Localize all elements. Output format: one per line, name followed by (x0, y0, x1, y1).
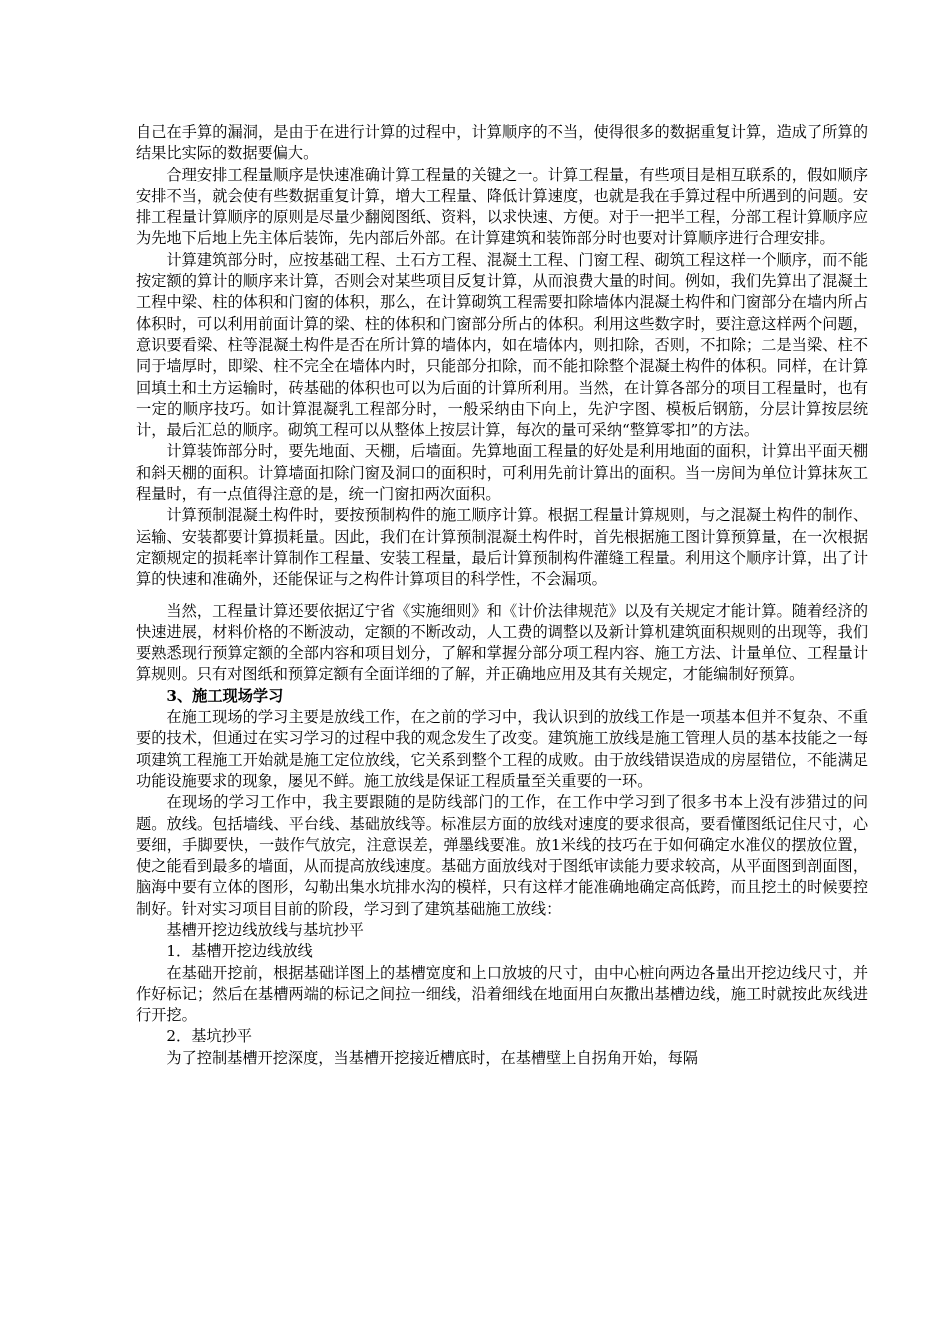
item-1-text: 在基础开挖前，根据基础详图上的基槽宽度和上口放坡的尺寸，由中心桩向两边各量出开挖边线尺寸，并作好标记；然后在基槽两端的标记之间拉一细线，沿着细线在地面用白灰撒出基槽边线，施工时就按此灰线进行开挖。 (136, 963, 868, 1025)
paragraph-order-principle: 合理安排工程量顺序是快速准确计算工程量的关键之一。计算工程量，有些项目是相互联系的，假如顺序安排不当，就会使有些数据重复计算，增大工程量、降低计算速度，也就是我在手算过程中所遇到的问题。安排工程量计算顺序的原则是尽量少翻阅图纸、资料，以求快速、方便。对于一把半工程，分部工程计算顺序应为先地下后地上先主体后装饰，先内部后外部。在计算建筑和装饰部分时也要对计算顺序进行合理安排。 (136, 165, 868, 248)
paragraph-intro: 自己在手算的漏洞，是由于在进行计算的过程中，计算顺序的不当，使得很多的数据重复计算，造成了所算的结果比实际的数据要偏大。 (136, 123, 868, 163)
paragraph-decoration-part: 计算装饰部分时，要先地面、天棚，后墙面。先算地面工程量的好处是利用地面的面积，计算出平面天棚和斜天棚的面积。计算墙面扣除门窗及洞口的面积时，可利用先前计算出的面积。当一房间为单位计算抹灰工程量时，有一点值得注意的是，统一门窗扣两次面积。 (136, 442, 868, 504)
section-heading: 3、施工现场学习 (166, 686, 284, 705)
paragraph-regulations: 当然，工程量计算还要依据辽宁省《实施细则》和《计价法律规范》以及有关规定才能计算。随着经济的快速进展，材料价格的不断波动，定额的不断改动，人工费的调整以及新计算机建筑面积规则的出现等，我们要熟悉现行预算定额的全部内容和项目划分，了解和掌握分部分项工程内容、施工方法、计量单位、工程量计算规则。只有对图纸和预算定额有全面详细的了解，并正确地应用及其有关规定，才能编制好预算。 (136, 601, 868, 684)
paragraph-site-intro: 在施工现场的学习主要是放线工作，在之前的学习中，我认识到的放线工作是一项基本但并不复杂、不重要的技术，但通过在实习学习的过程中我的观念发生了改变。建筑施工放线是施工管理人员的基本技能之一每项建筑工程施工开始就是施工定位放线，它关系到整个工程的成败。由于放线错误造成的房屋错位，不能满足功能设施要求的现象，屡见不鲜。施工放线是保证工程质量至关重要的一环。 (136, 708, 868, 790)
item-2-text: 为了控制基槽开挖深度，当基槽开挖接近槽底时，在基槽壁上自拐角开始，每隔 (166, 1048, 698, 1067)
paragraph-precast-part: 计算预制混凝土构件时，要按预制构件的施工顺序计算。根据工程量计算规则，与之混凝土构件的制作、运输、安装都要计算损耗量。因此，我们在计算预制混凝土构件时，首先根据施工图计算预算量，在一次根据定额规定的损耗率计算制作工程量、安装工程量，最后计算预制构件灌缝工程量。利用这个顺序计算，出了计算的快速和准确外，还能保证与之构件计算项目的科学性，不会漏项。 (136, 506, 868, 589)
subsection-title: 基槽开挖边线放线与基坑抄平 (166, 920, 364, 939)
paragraph-building-part: 计算建筑部分时，应按基础工程、土石方工程、混凝土工程、门窗工程、砌筑工程这样一个顺序，而不能按定额的算计的顺序来计算，否则会对某些项目反复计算，从而浪费大量的时间。例如，我们先算出了混凝土工程中梁、柱的体积和门窗的体积，那么，在计算砌筑工程需要扣除墙体内混凝土构件和门窗部分在墙内所占体积时，可以利用前面计算的梁、柱的体积和门窗部分所占的体积。利用这些数字时，要注意这样两个问题，意识要看梁、柱等混凝土构件是否在所计算的墙体内，如在墙体内，则扣除，否则，不扣除；二是当梁、柱不同于墙厚时，即梁、柱不完全在墙体内时，只能部分扣除，而不能扣除整个混凝土构件的体积。同样，在计算回填土和土方运输时，砖基础的体积也可以为后面的计算所利用。当然，在计算各部分的项目工程量时，也有一定的顺序技巧。如计算混凝乳工程部分时，一般采纳由下向上，先沪字图、模板后钢筋，分层计算按层统计，最后汇总的顺序。砌筑工程可以从整体上按层计算，每次的量可采纳“整算零扣”的方法。 (136, 250, 868, 440)
paragraph-site-work: 在现场的学习工作中，我主要跟随的是防线部门的工作，在工作中学习到了很多书本上没有涉猎过的问题。放线。包括墙线、平台线、基础放线等。标准层方面的放线对速度的要求很高，要看懂图纸记住尺寸，心要细，手脚要快，一鼓作气放完，注意误差，弹墨线要准。放1米线的技巧在于如何确定水准仪的摆放位置，使之能看到最多的墙面，从而提高放线速度。基础方面放线对于图纸审读能力要求较高，从平面图到剖面图，脑海中要有立体的图形，勾勒出集水坑排水沟的模样，只有这样才能准确地确定高低跨，而且挖土的时候要控制好。针对实习项目目前的阶段，学习到了建筑基础施工放线： (136, 793, 868, 918)
item-1-title: 1．基槽开挖边线放线 (166, 942, 313, 961)
item-2-title: 2．基坑抄平 (166, 1027, 252, 1046)
